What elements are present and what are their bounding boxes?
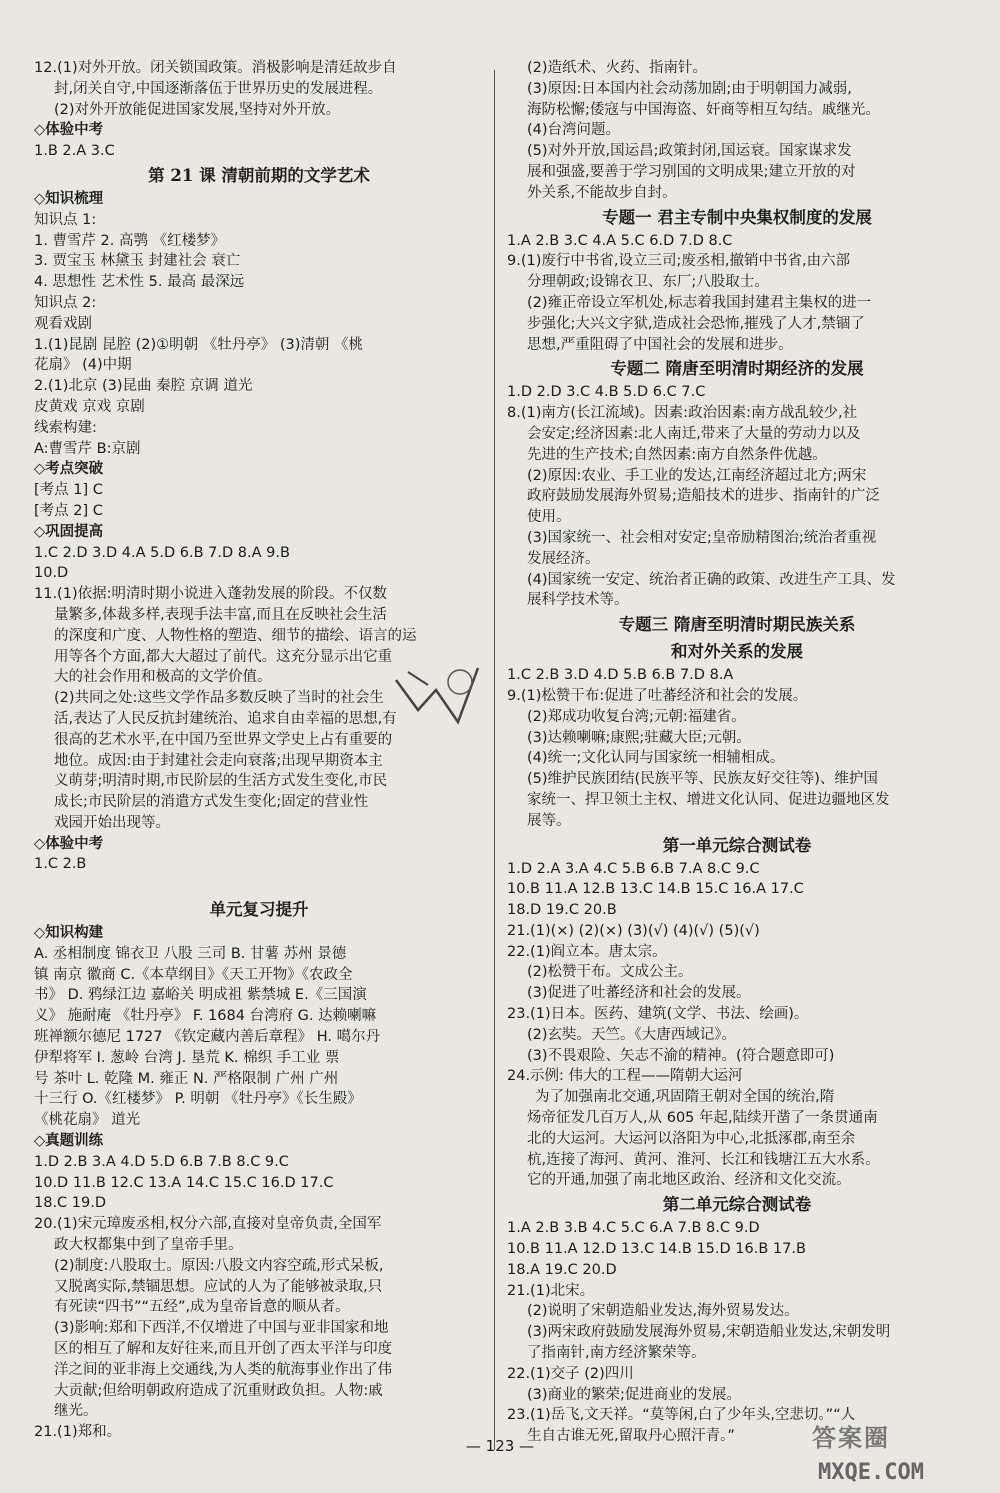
answer-line: 发展经济。 <box>527 550 600 567</box>
answer-line: 20.(1)宋元璋废丞相,权分六部,直接对皇帝负责,全国军 <box>34 1216 382 1233</box>
answer-line: (2)雍正帝设立军机处,标志着我国封建君主集权的进一 <box>527 294 872 311</box>
answer-line: 有死读“四书”“五经”,成为皇帝旨意的顺从者。 <box>54 1299 350 1316</box>
answer-line: 分理朝政;设锦衣卫、东厂;八股取士。 <box>527 274 769 291</box>
answer-line: A. 丞相制度 锦衣卫 八股 三司 B. 甘薯 苏州 景德 <box>34 945 347 962</box>
answer-line: 为了加强南北交通,巩固隋王朝对全国的统治,隋 <box>535 1089 835 1106</box>
answer-line: 1.B 2.A 3.C <box>34 143 115 160</box>
answer-line: 线索构建: <box>34 419 97 436</box>
section-heading: ◇巩固提高 <box>34 523 104 540</box>
answer-line: 皮黄戏 京戏 京剧 <box>34 398 145 415</box>
answer-line: (3)达赖喇嘛;康熙;驻藏大臣;元朝。 <box>527 729 751 746</box>
answer-line: (3)促进了吐蕃经济和社会的发展。 <box>527 985 751 1002</box>
answer-line: 1.A 2.B 3.C 4.A 5.C 6.D 7.D 8.C <box>507 232 733 249</box>
section-heading: ◇体验中考 <box>34 122 104 139</box>
answer-line: [考点 2] C <box>34 502 103 519</box>
answer-line: 义萌芽;明清时期,市民阶层的生活方式发生变化,市民 <box>54 773 388 790</box>
answer-line: (2)郑成功收复台湾;元朝:福建省。 <box>527 708 746 725</box>
answer-line: 继光。 <box>54 1403 98 1420</box>
answer-line: 义》 施耐庵 《牡丹亭》 F. 1684 台湾府 G. 达赖喇嘛 <box>34 1008 377 1025</box>
answer-line: (3)两宋政府鼓励发展海外贸易,宋朝造船业发达,宋朝发明 <box>527 1324 891 1341</box>
watermark-badge: 答案圈 <box>812 1424 890 1452</box>
stamp-mark-icon <box>388 650 486 740</box>
answer-line: 23.(1)日本。医药、建筑(文学、书法、绘画)。 <box>507 1006 809 1023</box>
answer-line: 18.A 19.C 20.D <box>507 1261 617 1278</box>
left-column <box>34 58 484 1443</box>
answer-line: 3. 贾宝玉 林黛玉 封建社会 衰亡 <box>34 253 241 270</box>
answer-line: 1.D 2.B 3.A 4.D 5.D 6.B 7.B 8.C 9.C <box>34 1153 289 1170</box>
section-title: 专题二 隋唐至明清时期经济的发展 <box>610 359 864 379</box>
section-title: 单元复习提升 <box>209 900 309 920</box>
answer-line: 步强化;大兴文字狱,造成社会恐怖,摧残了人才,禁锢了 <box>527 315 865 332</box>
answer-line: 1.A 2.B 3.B 4.C 5.C 6.A 7.B 8.C 9.D <box>507 1220 760 1237</box>
answer-line: (4)统一;文化认同与国家统一相辅相成。 <box>527 750 785 767</box>
answer-line: 伊犁将军 I. 葱岭 台湾 J. 垦荒 K. 棉织 手工业 票 <box>34 1049 340 1066</box>
watermark <box>812 1418 982 1488</box>
answer-line: 会安定;经济因素:北人南迁,带来了大量的劳动力以及 <box>527 425 861 442</box>
answer-line: A:曹雪芹 B:京剧 <box>34 440 141 457</box>
answer-line: 1.D 2.A 3.A 4.C 5.B 6.B 7.A 8.C 9.C <box>507 860 760 877</box>
answer-line: 1.(1)昆剧 昆腔 (2)①明朝 《牡丹亭》 (3)清朝 《桃 <box>34 336 363 353</box>
answer-line: 十三行 O.《红楼梦》 P. 明朝 《牡丹亭》《长生殿》 <box>34 1091 362 1108</box>
answer-line: 成长;市民阶层的消遣方式发生变化;固定的营业性 <box>54 794 369 811</box>
answer-line <box>34 875 484 896</box>
answer-line: 封,闭关自守,中国逐渐落伍于世界历史的发展进程。 <box>54 80 383 97</box>
section-title: 第 21 课 清朝前期的文学艺术 <box>148 165 370 185</box>
answer-line: 18.C 19.D <box>34 1195 107 1212</box>
answer-line: 政府鼓励发展海外贸易;造船技术的进步、指南针的广泛 <box>527 488 880 505</box>
answer-line: 1. 曹雪芹 2. 高鹗 《红楼梦》 <box>34 232 226 249</box>
answer-line: (2)制度:八股取士。原因:八股文内容空疏,形式呆板, <box>54 1257 384 1274</box>
answer-line: 9.(1)废行中书省,设立三司;废丞相,撤销中书省,由六部 <box>507 253 851 270</box>
answer-line: 洋之间的亚非海上交通线,为人类的航海事业作出了伟 <box>54 1361 393 1378</box>
answer-line: (3)原因:日本国内社会动荡加剧;由于明朝国力减弱, <box>527 80 852 97</box>
section-heading: ◇考点突破 <box>34 461 104 478</box>
section-title: 第二单元综合测试卷 <box>662 1195 812 1215</box>
right-column <box>507 58 967 1447</box>
answer-line: 12.(1)对外开放。闭关锁国政策。消极影响是清廷故步自 <box>34 60 397 76</box>
answer-line: 10.B 11.A 12.B 13.C 14.B 15.C 16.A 17.C <box>507 881 804 898</box>
answer-line: 地位。成因:由于封建社会走向衰落;出现早期资本主 <box>54 752 383 769</box>
answer-line: 观看戏剧 <box>34 315 92 332</box>
answer-line: 家统一、捍卫领土主权、增进文化认同、促进边疆地区发 <box>527 791 890 808</box>
answer-line: 思想,严重阻碍了中国社会的发展和进步。 <box>527 336 793 353</box>
answer-line: 8.(1)南方(长江流域)。因素:政治因素:南方战乱较少,社 <box>507 405 858 422</box>
answer-line: 1.D 2.D 3.C 4.B 5.D 6.C 7.C <box>507 384 706 401</box>
answer-line: 23.(1)岳飞,文天祥。“莫等闲,白了少年头,空悲切。”“人 <box>507 1407 856 1424</box>
answer-line: 21.(1)郑和。 <box>34 1424 122 1441</box>
answer-line: 区的相互了解和友好往来,而且开创了西太平洋与印度 <box>54 1341 393 1358</box>
answer-line: (2)原因:农业、手工业的发达,江南经济超过北方;两宋 <box>527 467 867 484</box>
answer-line: (2)说明了宋朝造船业发达,海外贸易发达。 <box>527 1303 799 1320</box>
answer-line: 杭,连接了海河、黄河、淮河、长江和钱塘江五大水系。 <box>527 1151 880 1168</box>
answer-line: (2)玄奘。天竺。《大唐西域记》。 <box>527 1026 737 1043</box>
answer-line: 《桃花扇》 道光 <box>34 1112 141 1129</box>
answer-line: (3)国家统一、社会相对安定;皇帝励精图治;统治者重视 <box>527 529 877 546</box>
answer-line: 大贡献;但给明朝政府造成了沉重财政负担。人物:戚 <box>54 1382 383 1399</box>
answer-line: 11.(1)依据:明清时期小说进入蓬勃发展的阶段。不仅数 <box>34 586 387 603</box>
answer-line: 外关系,不能故步自封。 <box>527 184 677 201</box>
answer-line: (5)对外开放,国运昌;政策封闭,国运衰。国家谋求发 <box>527 143 852 160</box>
answer-line: (4)国家统一安定、统治者正确的政策、改进生产工具、发 <box>527 571 896 588</box>
answer-line: 生自古谁无死,留取丹心照汗青。” <box>527 1428 735 1445</box>
answer-line: 知识点 2: <box>34 294 97 311</box>
answer-line: 24.示例: 伟大的工程——隋朝大运河 <box>507 1068 743 1085</box>
answer-line: 10.B 11.A 12.D 13.C 14.B 15.D 16.B 17.B <box>507 1241 806 1258</box>
section-heading: ◇体验中考 <box>34 835 104 852</box>
answer-line: 戏园开始出现等。 <box>54 814 170 831</box>
answer-line: 1.C 2.B <box>34 856 87 873</box>
section-title: 和对外关系的发展 <box>671 642 803 662</box>
section-title: 专题三 隋唐至明清时期民族关系 <box>618 615 856 635</box>
answer-line: 22.(1)阎立本。唐太宗。 <box>507 943 667 960</box>
section-heading: ◇真题训练 <box>34 1133 104 1150</box>
answer-line: 18.D 19.C 20.B <box>507 902 617 919</box>
answer-line: 镇 南京 徽商 C.《本草纲目》《天工开物》《农政全 <box>34 966 353 983</box>
answer-line: 活,表达了人民反抗封建统治、追求自由幸福的思想,有 <box>54 710 397 727</box>
answer-line: 10.D 11.B 12.C 13.A 14.C 15.C 16.D 17.C <box>34 1174 334 1191</box>
answer-line: 21.(1)(×) (2)(×) (3)(√) (4)(√) (5)(√) <box>507 922 760 939</box>
answer-line: 展和强盛,要善于学习别国的文明成果;建立开放的对 <box>527 163 856 180</box>
answer-line: (3)不畏艰险、矢志不渝的精神。(符合题意即可) <box>527 1047 835 1064</box>
page-number: — 123 — <box>465 1437 535 1455</box>
answer-line: 号 茶叶 L. 乾隆 M. 雍正 N. 严格限制 广州 广州 <box>34 1070 339 1087</box>
answer-line: 用等各个方面,都大大超过了前代。这充分显示出它重 <box>54 648 393 665</box>
answer-line: 10.D <box>34 565 69 582</box>
watermark-url: MXQE.COM <box>818 1460 924 1485</box>
answer-line: 又脱离实际,禁锢思想。应试的人为了能够被录取,只 <box>54 1278 383 1295</box>
answer-line: 4. 思想性 艺术性 5. 最高 最深远 <box>34 274 245 291</box>
answer-line: 使用。 <box>527 509 571 526</box>
answer-line: 大的社会作用和极高的文学价值。 <box>54 669 272 686</box>
answer-line: 知识点 1: <box>34 211 97 228</box>
answer-line: 北的大运河。大运河以洛阳为中心,北抵涿郡,南至余 <box>527 1130 856 1147</box>
answer-line: 9.(1)松赞干布:促进了吐蕃经济和社会的发展。 <box>507 687 808 704</box>
answer-line: 它的开通,加强了南北地区政治、经济和文化交流。 <box>527 1172 851 1189</box>
answer-line: 展科学技术等。 <box>527 592 629 609</box>
answer-line: 1.C 2.B 3.D 4.D 5.B 6.B 7.D 8.A <box>507 667 734 684</box>
answer-line: 量繁多,体裁多样,表现手法丰富,而且在反映社会生活 <box>54 606 387 623</box>
answer-line: 花扇》 (4)中期 <box>34 357 132 374</box>
answer-line: (2)对外开放能促进国家发展,坚持对外开放。 <box>54 101 341 118</box>
section-heading: ◇知识构建 <box>34 925 104 942</box>
answer-line: 先进的生产技术;自然因素:南方自然条件优越。 <box>527 446 827 463</box>
answer-line: 2.(1)北京 (3)昆曲 秦腔 京调 道光 <box>34 378 253 395</box>
answer-line: (4)台湾问题。 <box>527 122 621 139</box>
answer-line: (2)造纸术、火药、指南针。 <box>527 60 708 76</box>
answer-line: 班禅额尔德尼 1727 《钦定藏内善后章程》 H. 噶尔丹 <box>34 1029 381 1046</box>
answer-line: (3)影响:郑和下西洋,不仅增进了中国与亚非国家和地 <box>54 1320 389 1337</box>
answer-line: (3)商业的繁荣;促进商业的发展。 <box>527 1386 741 1403</box>
answer-line: 炀帝征发几百万人,从 605 年起,陆续开凿了一条贯通南 <box>527 1110 878 1127</box>
answer-line: 很高的艺术水平,在中国乃至世界文学史上占有重要的 <box>54 731 393 748</box>
answer-line: 的深度和广度、人物性格的塑造、细节的描绘、语言的运 <box>54 627 417 644</box>
answer-line: 了指南针,南方经济繁荣等。 <box>527 1345 706 1362</box>
answer-line: 书》 D. 鸦绿江边 嘉峪关 明成祖 紫禁城 E.《三国演 <box>34 987 367 1004</box>
answer-line: 海防松懈;倭寇与中国海盗、奸商等相互勾结。戚继光。 <box>527 101 880 118</box>
answer-line: 21.(1)北宋。 <box>507 1282 595 1299</box>
answer-line: [考点 1] C <box>34 482 103 499</box>
answer-line: (5)维护民族团结(民族平等、民族友好交往等)、维护国 <box>527 771 878 788</box>
answer-line: 22.(1)交子 (2)四川 <box>507 1365 634 1382</box>
column-divider <box>494 70 495 1450</box>
answer-line: (2)共同之处:这些文学作品多数反映了当时的社会生 <box>54 690 384 707</box>
section-title: 专题一 君主专制中央集权制度的发展 <box>602 207 872 227</box>
section-title: 第一单元综合测试卷 <box>662 835 812 855</box>
answer-line: 政大权都集中到了皇帝手里。 <box>54 1237 243 1254</box>
answer-line: 展等。 <box>527 812 571 829</box>
answer-line: 1.C 2.D 3.D 4.A 5.D 6.B 7.D 8.A 9.B <box>34 544 290 561</box>
answer-line: (2)松赞干布。文成公主。 <box>527 964 693 981</box>
section-heading: ◇知识梳理 <box>34 190 104 207</box>
